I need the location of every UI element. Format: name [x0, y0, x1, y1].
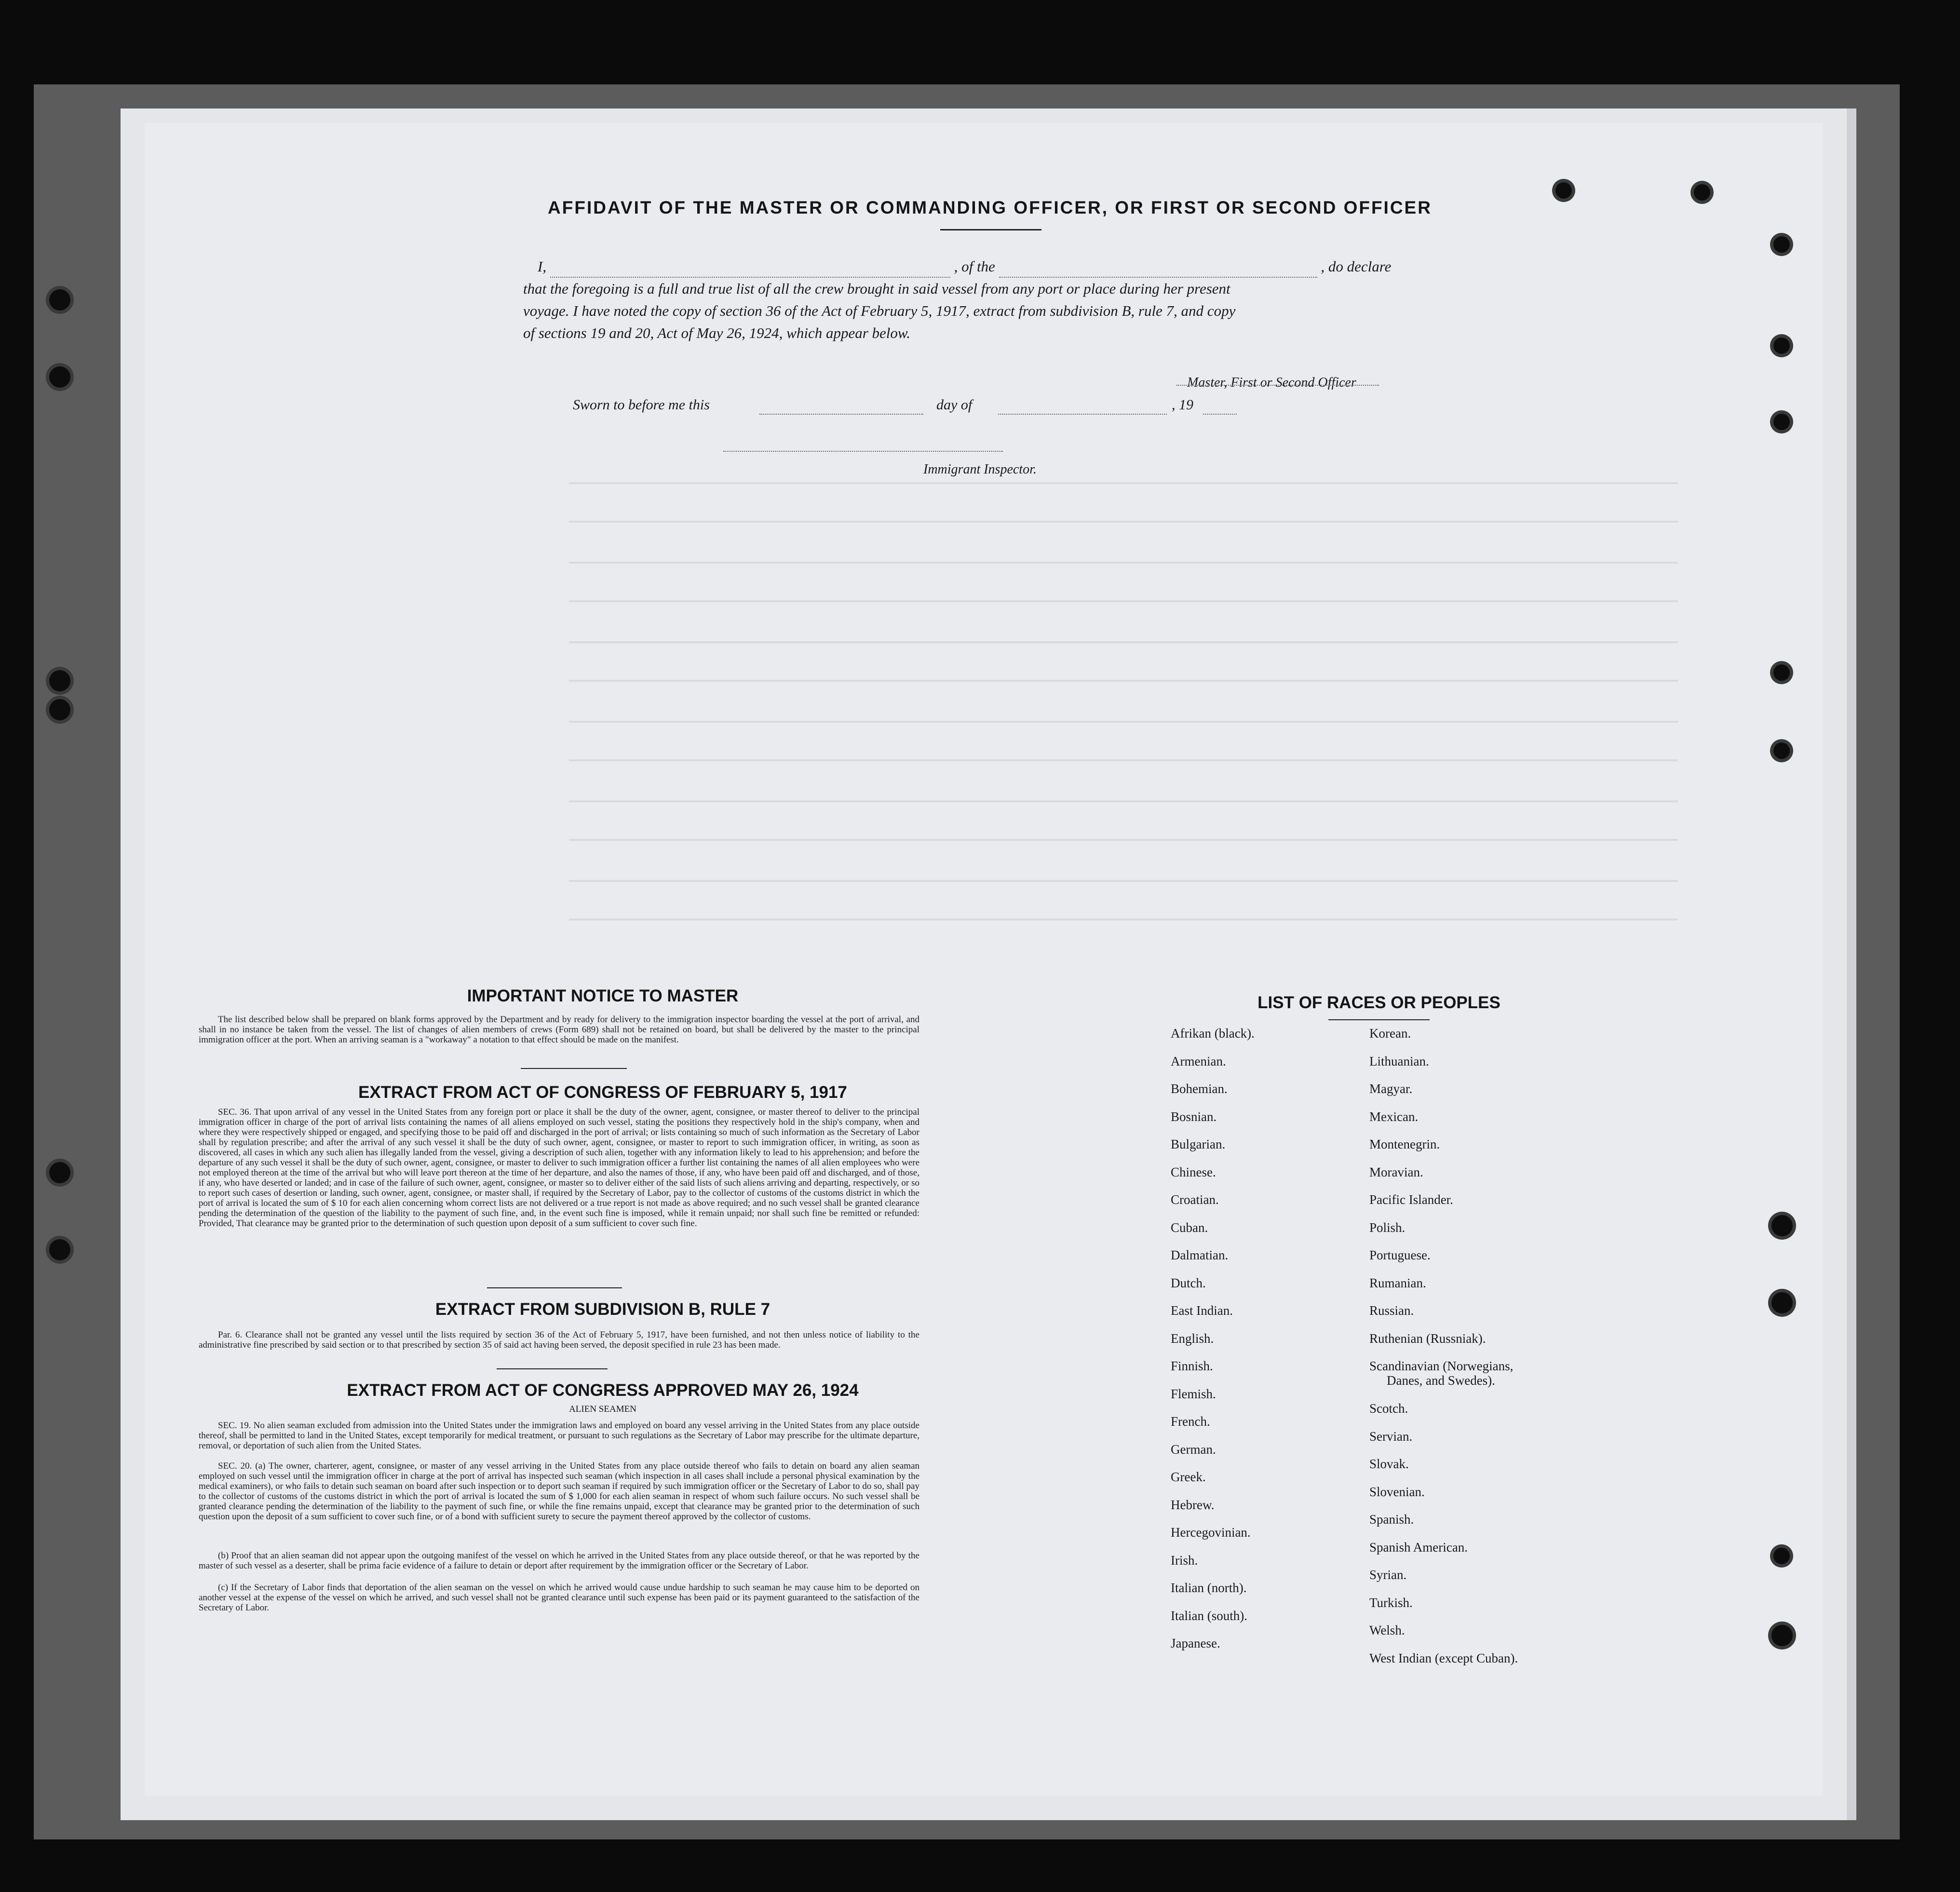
punch-hole-icon [49, 1162, 70, 1183]
race-item: Croatian. [1171, 1192, 1219, 1207]
subdivision-rule [497, 1368, 608, 1369]
race-item: West Indian (except Cuban). [1369, 1650, 1518, 1665]
punch-hole-icon [49, 289, 70, 311]
race-item: Turkish. [1369, 1595, 1413, 1610]
extract-1924-subtitle: ALIEN SEAMEN [569, 1404, 636, 1414]
extract-1924-sec20a: SEC. 20. (a) The owner, charterer, agent, consignee, or master of any vessel arriving in the United States from any place outside thereof who fails to detain on board any alien seaman employed on such vessel until the immigration officer in charge at the port of arrival has inspected such seaman (which inspection in all cases shall include a personal physical examination by the medical examiners), or who fails to detain such seaman on board after such inspection or to deport such seaman if required by such immigration officer or the Secretary of Labor to do so, shall pay to the collector of customs of the customs district in which the port of arrival is located the sum of $ 1,000 for each alien seaman in respect of whom such failure occurs. No such vessel shall be granted clearance pending the determination of the liability to the payment of such fine, or while the fine remains unpaid, except that clearance may be granted prior to the determination of such question upon the deposit of a sum sufficient to cover such fine, or of a bond with sufficient surety to secure the payment thereof approved by the collector of customs. [199, 1461, 919, 1522]
notice-rule [521, 1068, 627, 1069]
race-item: Pacific Islander. [1369, 1192, 1453, 1207]
affidavit-title-rule [940, 229, 1041, 230]
race-item: Welsh. [1369, 1623, 1405, 1637]
race-item: Dalmatian. [1171, 1248, 1229, 1262]
punch-hole-icon [1771, 1292, 1793, 1313]
race-item: Bosnian. [1171, 1109, 1217, 1124]
races-title: LIST OF RACES OR PEOPLES [1257, 993, 1500, 1012]
race-item: Syrian. [1369, 1568, 1407, 1582]
race-item: Italian (north). [1171, 1581, 1247, 1595]
race-item: Italian (south). [1171, 1608, 1247, 1623]
punch-hole-icon [49, 699, 70, 720]
race-item: Greek. [1171, 1470, 1206, 1484]
race-item: Chinese. [1171, 1164, 1216, 1179]
race-item: Montenegrin. [1369, 1137, 1440, 1151]
race-item: Hercegovinian. [1171, 1525, 1251, 1540]
sworn-year-blank[interactable] [1203, 399, 1237, 415]
race-item: Scandinavian (Norwegians, [1369, 1359, 1514, 1373]
race-item: Irish. [1171, 1553, 1198, 1568]
affidavit-line1-start: I, [538, 258, 547, 275]
race-item: Armenian. [1171, 1054, 1226, 1068]
punch-hole-icon [1773, 338, 1790, 354]
race-item: Russian. [1369, 1303, 1414, 1318]
name-blank[interactable] [550, 262, 950, 278]
race-item: Korean. [1369, 1026, 1411, 1041]
sworn-day-label: day of [936, 397, 973, 413]
punch-hole-icon [49, 670, 70, 691]
race-item: French. [1171, 1414, 1210, 1429]
punch-hole-icon [49, 1239, 70, 1260]
extract-1917-rule [487, 1287, 622, 1288]
sworn-month-blank[interactable] [998, 399, 1167, 415]
race-item: Japanese. [1171, 1636, 1220, 1650]
extract-1924-sec19: SEC. 19. No alien seaman excluded from admission into the United States under the immigration laws and employed on board any vessel arriving in the United States from any place outside thereof, shall be permitted to land in the United States, except temporarily for medical treatment, or pursuant to such regulations as the Secretary of Labor may prescribe for the ultimate departure, removal, or deportation of such alien from the United States. [199, 1420, 919, 1451]
sworn-day-blank[interactable] [759, 399, 923, 415]
race-item: Polish. [1369, 1220, 1406, 1235]
extract-1917-title: EXTRACT FROM ACT OF CONGRESS OF FEBRUARY 5, 1917 [358, 1083, 847, 1102]
race-item: English. [1171, 1331, 1214, 1346]
race-item: Hebrew. [1171, 1497, 1215, 1512]
notice-text: The list described below shall be prepared on blank forms approved by the Department and by ready for delivery to the immigration inspector boarding the vessel at the port of arrival, and shall in no instance be taken from the vessel. The list of changes of alien members of crews (Form 689) shall not be retained on board, but shall be delivered by the master to the principal immigration officer at the port. When an arriving seaman is a "workaway" a notation to that effect should be made on the manifest. [199, 1014, 919, 1045]
master-signature-label: Master, First or Second Officer [1187, 375, 1356, 390]
sworn-start: Sworn to before me this [573, 397, 710, 413]
race-item: Ruthenian (Russniak). [1369, 1331, 1486, 1346]
extract-1924-sec20c: (c) If the Secretary of Labor finds that deportation of the alien seaman on the vessel on which he arrived would cause undue hardship to such seaman he may cause him to be deported on another vessel at the expense of the vessel on which he arrived, and such vessel shall not be granted clearance until such expense has been paid or its payment guaranteed to the satisfaction of the Secretary of Labor. [199, 1582, 919, 1613]
races-title-rule [1328, 1019, 1430, 1020]
race-item: Danes, and Swedes). [1387, 1373, 1495, 1388]
race-item: Rumanian. [1369, 1275, 1426, 1290]
extract-1917-text: SEC. 36. That upon arrival of any vessel in the United States from any foreign port or place it shall be the duty of the owner, agent, consignee, or master thereof to deliver to the principal immigration officer in charge of the port of arrival lists containing the names of all aliens employed on such vessel, stating the positions they respectively hold in the ship's company, when and where they were respectively shipped or engaged, and specifying those to be paid off and discharged in the port of arrival; or lists containing so much of such information as the Secretary of Labor shall by regulation prescribe; and after the arrival of any such vessel it shall be the duty of such owner, agent, consignee, or master to report to such immigration officer, in writing, as soon as discovered, all cases in which any such alien has illegally landed from the vessel, giving a description of such alien, together with any information likely to lead to his apprehension; and before the departure of any such vessel it shall be the duty of such owner, agent, consignee, or master to deliver to such immigration officer a further list containing the names of all alien employees who were not employed thereon at the time of the arrival but who will leave port thereon at the time of her departure, and also the names of those, if any, who have been paid off and discharged, and of those, if any, who have deserted or landed; and in case of the failure of such owner, agent, consignee, or master so to deliver either of the said lists of such aliens arriving and departing, respectively, or so to report such cases of desertion or landing, such owner, agent, consignee, or master shall, if required by the Secretary of Labor, pay to the collector of customs of the customs district in which the port of arrival is located the sum of $ 10 for each alien concerning whom correct lists are not delivered or a true report is not made as above required; and no such vessel shall be granted clearance pending the determination of the question of the liability to the payment of such fine, and, in the event such fine is imposed, while it remain unpaid; nor shall such fine be remitted or refunded: Provided, That clearance may be granted prior to the determination of such question upon deposit of a sum sufficient to cover such fine. [199, 1107, 919, 1229]
affidavit-line-2: that the foregoing is a full and true list of all the crew brought in said vessel from any port or place during her present [523, 280, 1230, 297]
race-item: Finnish. [1171, 1359, 1213, 1373]
race-item: Lithuanian. [1369, 1054, 1429, 1068]
punch-hole-icon [1773, 743, 1790, 759]
affidavit-line1-mid: , of the [954, 258, 995, 275]
affidavit-title: AFFIDAVIT OF THE MASTER OR COMMANDING OFFICER, OR FIRST OR SECOND OFFICER [548, 198, 1432, 217]
punch-hole-icon [1555, 182, 1572, 199]
affidavit-line-4: of sections 19 and 20, Act of May 26, 1924, which appear below. [523, 324, 911, 341]
races-left-column [1171, 1026, 1255, 1664]
race-item: Slovak. [1369, 1457, 1409, 1471]
punch-hole-icon [1773, 236, 1790, 253]
sworn-year: , 19 [1172, 397, 1193, 413]
affidavit-body [523, 256, 1461, 344]
punch-hole-icon [1773, 1548, 1790, 1564]
race-item: Magyar. [1369, 1081, 1413, 1096]
affidavit-line1-end: , do declare [1321, 258, 1392, 275]
inspector-label: Immigrant Inspector. [923, 462, 1037, 477]
affidavit-line-3: voyage. I have noted the copy of section 36 of the Act of February 5, 1917, extract from subdivision B, rule 7, and copy [523, 302, 1236, 319]
punch-hole-icon [1771, 1625, 1793, 1646]
race-item: Moravian. [1369, 1164, 1423, 1179]
race-item: Spanish. [1369, 1512, 1414, 1527]
punch-hole-icon [1694, 184, 1710, 201]
inspector-signature-line[interactable] [723, 436, 1003, 452]
subdivision-title: EXTRACT FROM SUBDIVISION B, RULE 7 [435, 1300, 770, 1319]
race-item: Bulgarian. [1171, 1137, 1226, 1151]
race-item: Servian. [1369, 1429, 1413, 1444]
race-item: German. [1171, 1442, 1216, 1457]
punch-hole-icon [1773, 414, 1790, 430]
extract-1924-title: EXTRACT FROM ACT OF CONGRESS APPROVED MAY 26, 1924 [347, 1381, 859, 1400]
race-item: East Indian. [1171, 1303, 1233, 1318]
race-item: Slovenian. [1369, 1484, 1425, 1499]
master-signature-line[interactable] [1176, 370, 1379, 386]
race-item: Portuguese. [1369, 1248, 1431, 1262]
race-item: Flemish. [1171, 1386, 1216, 1401]
punch-hole-icon [1773, 664, 1790, 681]
punch-hole-icon [49, 366, 70, 388]
subdivision-text: Par. 6. Clearance shall not be granted any vessel until the lists required by section 36 of the Act of February 5, 1917, have been furnished, and not then unless notice of liability to the administrative fine prescribed by said section or to that prescribed by section 35 of said act having been served, the deposit specified in rule 23 has been made. [199, 1330, 919, 1350]
race-item: Spanish American. [1369, 1540, 1468, 1554]
vessel-blank[interactable] [999, 262, 1317, 278]
notice-title: IMPORTANT NOTICE TO MASTER [467, 987, 739, 1005]
race-item: Mexican. [1369, 1109, 1419, 1124]
race-item: Dutch. [1171, 1275, 1206, 1290]
document-sheet [145, 123, 1823, 1796]
extract-1924-sec20b: (b) Proof that an alien seaman did not appear upon the outgoing manifest of the vessel on which he arrived in the United States from any place outside thereof, or that he was reported by the master of such vessel as a deserter, shall be prima facie evidence of a failure to detain or deport after requirement by the immigration officer or the Secretary of Labor. [199, 1551, 919, 1571]
race-item: Bohemian. [1171, 1081, 1228, 1096]
punch-hole-icon [1771, 1215, 1793, 1236]
race-item: Scotch. [1369, 1401, 1408, 1416]
race-item: Cuban. [1171, 1220, 1208, 1235]
affidavit-line-1 [523, 256, 1461, 278]
races-right-column [1369, 1026, 1518, 1678]
race-item: Afrikan (black). [1171, 1026, 1255, 1041]
